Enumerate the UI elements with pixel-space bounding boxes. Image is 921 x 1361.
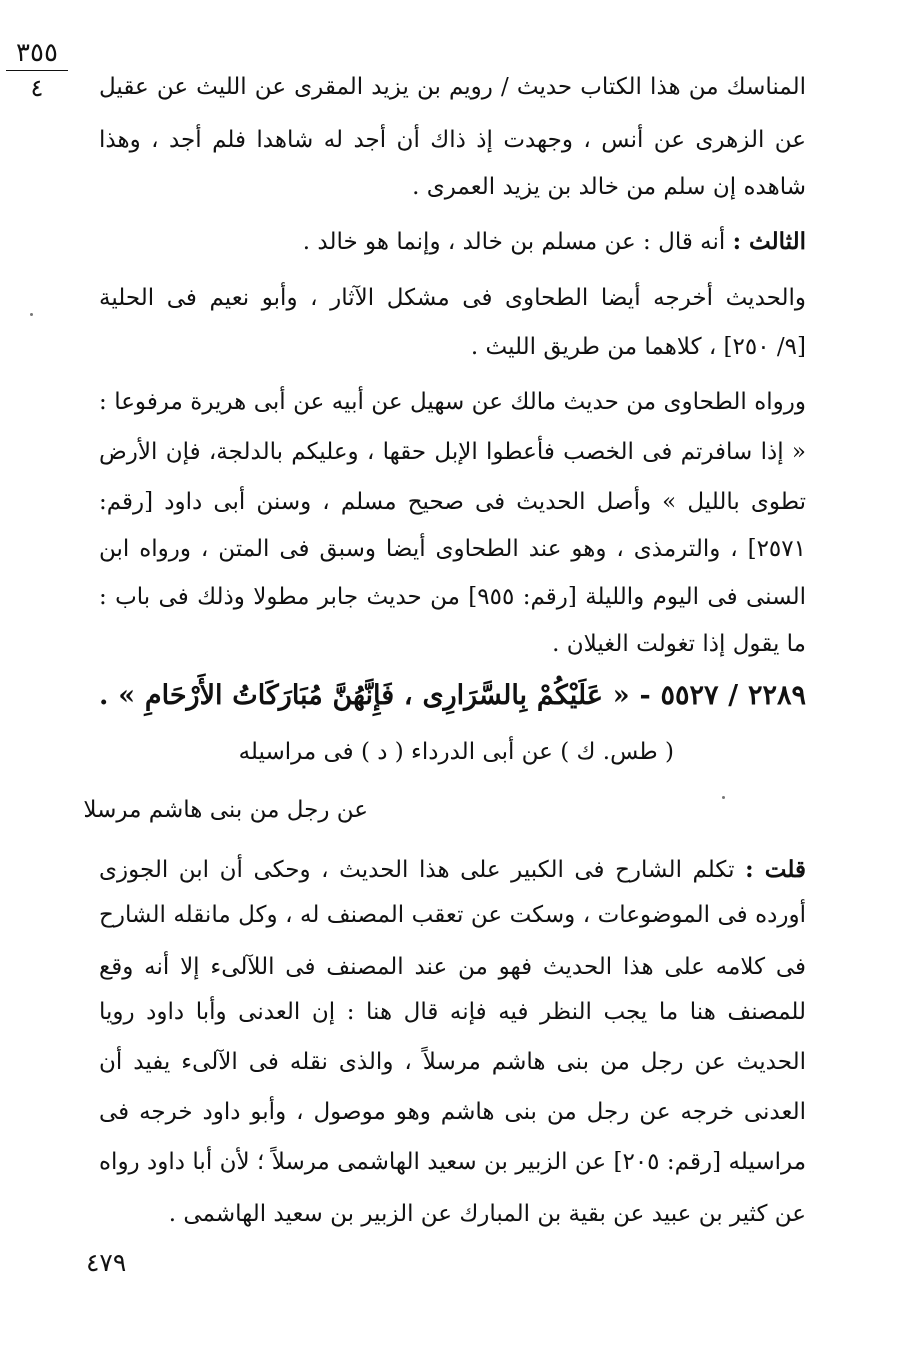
- source-line: عن رجل من بنى هاشم مرسلا: [83, 797, 368, 823]
- line-text: أنه قال : عن مسلم بن خالد ، وإنما هو خالد .: [302, 229, 733, 255]
- text-line: أورده فى الموضوعات ، وسكت عن تعقب المصنف له ، وكل مانقله الشارح: [99, 902, 806, 928]
- text-line: ما يقول إذا تغولت الغيلان .: [552, 631, 806, 657]
- scan-speck: [722, 796, 725, 799]
- text-line: تطوى بالليل » وأصل الحديث فى صحيح مسلم ، وسنن أبى داود [رقم:: [99, 489, 806, 515]
- text-line: المناسك من هذا الكتاب حديث / رويم بن يزيد المقرى عن الليث عن عقيل: [99, 74, 806, 100]
- hadith-line: ٢٢٨٩ / ٥٥٢٧ - « عَلَيْكُمْ بِالسَّرَارِى ، فَإِنَّهُنَّ مُبَارَكَاتُ الأَرْحَامِ » .: [99, 680, 806, 711]
- text-line: « إذا سافرتم فى الخصب فأعطوا الإبل حقها ، وعليكم بالدلجة، فإن الأرض: [99, 439, 806, 465]
- section-label: قلت :: [745, 856, 806, 883]
- margin-reference-bottom: ٤: [30, 74, 44, 102]
- text-line: ورواه الطحاوى من حديث مالك عن سهيل عن أبيه عن أبى هريرة مرفوعا :: [99, 389, 806, 415]
- section-label: الثالث :: [732, 228, 806, 255]
- scan-speck: [30, 313, 33, 316]
- text-line: [99, 225, 806, 259]
- margin-reference-top: ٣٥٥: [6, 38, 68, 71]
- text-line: مراسيله [رقم: ٢٠٥] عن الزبير بن سعيد الهاشمى مرسلاً ؛ لأن أبا داود رواه: [99, 1149, 807, 1175]
- text-line: شاهده إن سلم من خالد بن يزيد العمرى .: [412, 174, 806, 200]
- margin-reference: [6, 38, 68, 103]
- line-text: تكلم الشارح فى الكبير على هذا الحديث ، وحكى أن ابن الجوزى: [99, 857, 746, 883]
- text-line: عن كثير بن عبيد عن بقية بن المبارك عن الزبير بن سعيد الهاشمى .: [168, 1201, 806, 1227]
- text-line: السنى فى اليوم والليلة [رقم: ٩٥٥] من حديث جابر مطولا وذلك فى باب :: [99, 584, 806, 610]
- source-line: ( طس. ك ) عن أبى الدرداء ( د ) فى مراسيله: [238, 739, 674, 765]
- text-line: للمصنف هنا ما يجب النظر فيه فإنه قال هنا : إن العدنى وأبا داود رويا: [99, 999, 806, 1025]
- text-line: الحديث عن رجل من بنى هاشم مرسلاً ، والذى نقله فى الآلىء يفيد أن: [99, 1049, 806, 1075]
- text-line: فى كلامه على هذا الحديث فهو من عند المصنف فى اللآلىء إلا أنه وقع: [99, 954, 806, 980]
- text-line: العدنى خرجه عن رجل من بنى هاشم وهو موصول ، وأبو داود خرجه فى: [99, 1099, 806, 1125]
- page-number: ٤٧٩: [86, 1248, 127, 1277]
- text-line: عن الزهرى عن أنس ، وجهدت إذ ذاك أن أجد له شاهدا فلم أجد ، وهذا: [99, 127, 806, 153]
- text-line: والحديث أخرجه أيضا الطحاوى فى مشكل الآثار ، وأبو نعيم فى الحلية: [99, 285, 806, 311]
- text-line: [99, 853, 806, 887]
- text-line: [٩/ ٢٥٠] ، كلاهما من طريق الليث .: [470, 334, 806, 360]
- text-line: ٢٥٧١] ، والترمذى ، وهو عند الطحاوى أيضا وسبق فى المتن ، ورواه ابن: [99, 536, 806, 562]
